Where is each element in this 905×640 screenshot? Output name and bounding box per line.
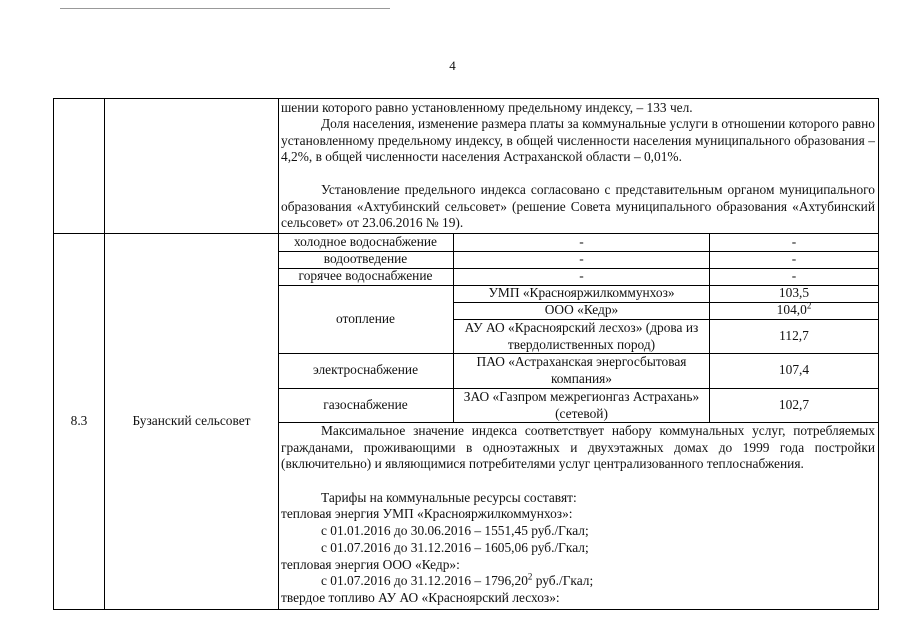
provider-sewerage: -	[579, 251, 584, 266]
value-electricity: 107,4	[778, 362, 810, 377]
value-gas: 102,7	[778, 397, 810, 412]
value-cold-water: -	[791, 234, 797, 249]
tariff-umps-period-2: с 01.07.2016 до 31.12.2016 – 1605,06 руб./Гкал;	[321, 540, 589, 555]
row-number: 8.3	[70, 413, 88, 428]
tariff-kedr-period-1: с 01.07.2016 до 31.12.2016 – 1796,20$^2$ руб./Гкал;	[321, 571, 594, 588]
provider-heating-1: УМП «Краснояржилкоммунхоз»	[488, 285, 675, 300]
service-gas: газоснабжение	[323, 397, 408, 412]
col-divider-1	[104, 99, 105, 609]
provider-heating-2: ООО «Кедр»	[544, 302, 619, 317]
provider-cold-water: -	[579, 234, 584, 249]
tariffs-heading: Тарифы на коммунальные ресурсы составят:	[321, 490, 577, 505]
service-cold-water: холодное водоснабжение	[293, 234, 438, 249]
top-text-para2: Доля населения, изменение размера платы за коммунальные услуги в отношении которого равно установленному предельному индексу, в общей численности населения муниципального образования – 4,2%, в общей численности населения Астраханской области – 0,01%.	[281, 116, 875, 164]
service-heating: отопление	[336, 311, 395, 326]
value-hot-water: -	[791, 268, 797, 283]
tariff-umps-period-1: с 01.01.2016 до 30.06.2016 – 1551,45 руб./Гкал;	[321, 523, 589, 538]
tariff-umps: тепловая энергия УМП «Краснояржилкоммунхоз»:	[281, 506, 573, 521]
table	[53, 98, 879, 610]
provider-gas: ЗАО «Газпром межрегионгаз Астрахань» (сетевой)	[463, 389, 700, 421]
value-heating-2: 104,0$^2$	[776, 300, 812, 317]
value-heating-3: 112,7	[779, 328, 809, 343]
value-sewerage: -	[791, 251, 797, 266]
service-electricity: электроснабжение	[312, 362, 419, 377]
provider-electricity: ПАО «Астраханская энергосбытовая компания»	[476, 354, 687, 386]
tariff-kedr: тепловая энергия ООО «Кедр»:	[281, 557, 460, 572]
value-heating-1: 103,5	[778, 285, 810, 300]
tariff-fuel: твердое топливо АУ АО «Красноярский лесхоз»:	[281, 590, 560, 605]
provider-heating-3: АУ АО «Красноярский лесхоз» (дрова из твердолиственных пород)	[464, 320, 699, 352]
col-divider-2	[278, 99, 279, 609]
bottom-text-para1: Максимальное значение индекса соответствует набору коммунальных услуг, потребляемых гражданами, проживающими в одноэтажных и двухэтажных домах до 1999 года постройки (включительно) и являющимися потребителями услуг централизованного теплоснабжения.	[281, 423, 875, 471]
service-hot-water: горячее водоснабжение	[298, 268, 433, 283]
top-text-para3: Установление предельного индекса согласовано с представительным органом муниципального образования «Ахтубинский сельсовет» (решение Совета муниципального образования «Ахтубинский сельсовет» от 23.06.2016 № 19).	[281, 182, 875, 230]
top-rule	[60, 8, 390, 9]
page-number: 4	[449, 58, 456, 73]
top-text-line1: шении которого равно установленному предельному индексу, – 133 чел.	[281, 100, 693, 115]
municipality-name: Бузанский сельсовет	[132, 413, 251, 428]
service-sewerage: водоотведение	[323, 251, 408, 266]
provider-hot-water: -	[579, 268, 584, 283]
